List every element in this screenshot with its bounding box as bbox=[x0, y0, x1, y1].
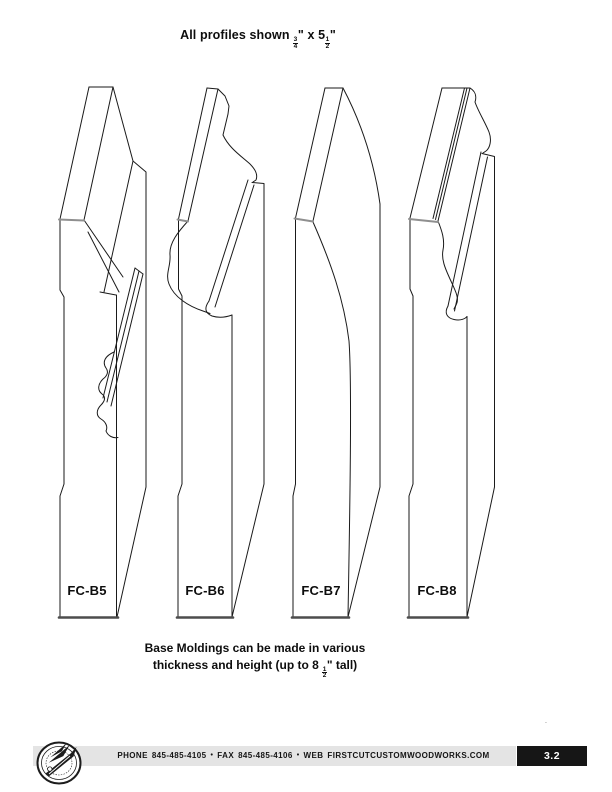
profile-drawing-fc-b7 bbox=[292, 88, 380, 618]
bullet-separator: • bbox=[210, 752, 214, 760]
profile-label-fc-b7: FC-B7 bbox=[301, 583, 341, 598]
fraction-one-half: $\frac{1}{2}$ bbox=[322, 665, 327, 679]
profile-drawing-fc-b6 bbox=[168, 88, 264, 618]
firstcut-logo-icon bbox=[30, 737, 88, 789]
phone-label: PHONE bbox=[117, 751, 148, 761]
fax-number: 845-485-4106 bbox=[238, 751, 293, 761]
caption bbox=[103, 640, 407, 679]
phone-number: 845-485-4105 bbox=[151, 751, 207, 761]
fraction-one-half: $\frac{1}{2}$ bbox=[325, 36, 330, 50]
profile-drawing-fc-b8 bbox=[408, 88, 495, 618]
footer-bar bbox=[33, 746, 516, 766]
title-mid: " x 5 bbox=[297, 28, 326, 42]
footer-contact-info bbox=[93, 746, 514, 766]
bullet-separator: • bbox=[296, 752, 300, 760]
web-address[interactable]: FIRSTCUTCUSTOMWOODWORKS.COM bbox=[327, 751, 490, 761]
page-number-badge bbox=[517, 746, 587, 766]
title-prefix: All profiles shown bbox=[180, 28, 294, 42]
profile-label-fc-b8: FC-B8 bbox=[417, 583, 457, 598]
web-label: WEB bbox=[303, 751, 324, 761]
title-suffix: " bbox=[329, 28, 336, 42]
caption-line-2: thickness and height (up to 8 $\frac{1}{2}$ " tall) bbox=[152, 657, 358, 679]
stray-dot: . bbox=[545, 718, 547, 725]
profile-label-fc-b6: FC-B6 bbox=[185, 583, 225, 598]
fax-label: FAX bbox=[217, 751, 235, 761]
profile-drawing-fc-b5 bbox=[59, 87, 146, 618]
fraction-three-quarters: $\frac{3}{4}$ bbox=[293, 36, 298, 50]
caption-line-1: Base Moldings can be made in various bbox=[144, 641, 366, 655]
profile-label-fc-b5: FC-B5 bbox=[67, 583, 107, 598]
page-number: 3.2 bbox=[543, 749, 561, 762]
